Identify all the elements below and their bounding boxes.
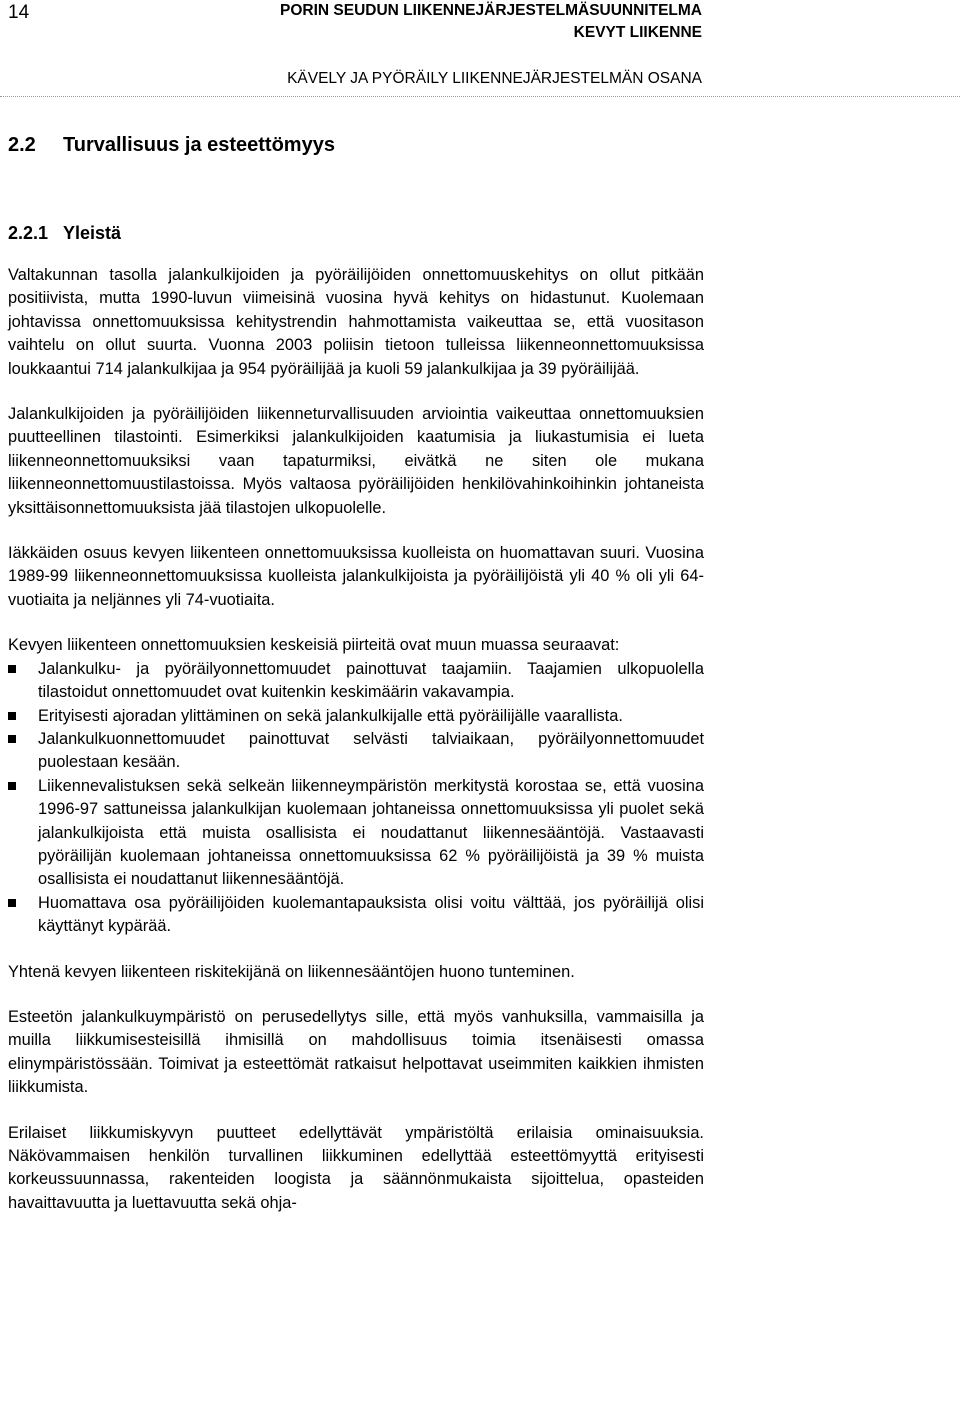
list-item-text: Jalankulku- ja pyöräilyonnettomuudet painottuvat taajamiin. Taajamien ulkopuolella tilastoidut onnettomuudet ovat kuitenkin keskimäärin vakavampia.	[38, 659, 704, 702]
section-number: 2.2	[8, 134, 36, 156]
paragraph: Erilaiset liikkumiskyvyn puutteet edellyttävät ympäristöltä erilaisia ominaisuuksia. Näkövammaisen henkilön turvallinen liikkuminen edellyttää esteettömyyttä erityisesti korkeussuunnassa, rakenteiden loogista ja säännönmukaista sijoittelua, opasteiden havaittavuutta ja luettavuutta sekä ohja-	[8, 1123, 704, 1212]
paragraph: Kevyen liikenteen onnettomuuksien keskeisiä piirteitä ovat muun muassa seuraavat:	[8, 636, 620, 655]
page-number: 14	[8, 2, 30, 23]
body-text	[8, 264, 704, 1237]
list-item-text: Huomattava osa pyöräilijöiden kuolemantapauksista olisi voitu välttää, jos pyöräilijä olisi käyttänyt kypärää.	[38, 893, 704, 936]
bullet-list	[8, 658, 704, 939]
list-item-text: Jalankulkuonnettomuudet painottuvat selvästi talviaikaan, pyöräilyonnettomuudet puolestaan kesään.	[38, 729, 704, 772]
bullet-square-icon	[8, 782, 16, 790]
paragraph: Iäkkäiden osuus kevyen liikenteen onnettomuuksissa kuolleista on huomattavan suuri. Vuosina 1989-99 liikenneonnettomuuksissa kuolleista jalankulkijoista ja pyöräilijöistä yli 40 % oli yli 64-vuotiaita ja neljännes yli 74-vuotiaita.	[8, 544, 704, 609]
document-subtitle: KEVYT LIIKENNE	[573, 24, 702, 41]
paragraph: Valtakunnan tasolla jalankulkijoiden ja pyöräilijöiden onnettomuuskehitys on ollut pitkään positiivista, mutta 1990-luvun viimeisinä vuosina hyvä kehitys on hidastunut. Kuolemaan johtavissa onnettomuuksissa kehitystrendin hahmottamista vaikeuttaa se, että vuositason vaihtelu on ollut suurta. Vuonna 2003 poliisin tietoon tulleissa liikenneonnettomuuksissa loukkaantui 714 jalankulkijaa ja 954 pyöräilijää ja kuoli 59 jalankulkijaa ja 39 pyöräilijää.	[8, 266, 704, 378]
list-item	[8, 728, 704, 775]
section-heading	[8, 134, 335, 157]
subsection-heading	[8, 223, 121, 244]
list-item	[8, 705, 704, 728]
paragraph: Esteetön jalankulkuympäristö on perusedellytys sille, että myös vanhuksilla, vammaisilla ja muilla liikkumisesteisillä ihmisillä on mahdollisuus toimia itsenäisesti omassa elinympäristössään. Toimivat ja esteettömät ratkaisut helpottavat useimmiten kaikkien ihmisten liikkumista.	[8, 1007, 704, 1097]
bullet-square-icon	[8, 899, 16, 907]
list-item	[8, 775, 704, 892]
document-part-title: KÄVELY JA PYÖRÄILY LIIKENNEJÄRJESTELMÄN OSANA	[287, 70, 702, 87]
bullet-square-icon	[8, 712, 16, 720]
list-item-text: Liikennevalistuksen sekä selkeän liikenneympäristön merkitystä korostaa se, että vuosina 1996-97 sattuneissa jalankulkijan kuolemaan johtaneissa onnettomuuksissa yli puolet sekä jalankulkijoista että muista osallisista ei noudattanut liikennesääntöjä. Vastaavasti pyöräilijän kuolemaan johtaneissa onnettomuuksissa 62 % pyöräilijöistä ja 39 % muista osallisista ei noudattanut liikennesääntöjä.	[38, 776, 704, 889]
section-title: Turvallisuus ja esteettömyys	[63, 134, 335, 156]
list-item	[8, 892, 704, 939]
header-divider	[0, 96, 960, 97]
paragraph: Jalankulkijoiden ja pyöräilijöiden liikenneturvallisuuden arviointia vaikeuttaa onnettomuuksien puutteellinen tilastointi. Esimerkiksi jalankulkijoiden kaatumisia ja liukastumisia ei lueta liikenneonnettomuuksiksi vaan tapaturmiksi, eivätkä ne siten ole mukana liikenneonnettomuustilastoissa. Myös valtaosa pyöräilijöiden henkilövahinkoihinkin johtaneista yksittäisonnettomuuksista jää tilastojen ulkopuolelle.	[8, 405, 704, 517]
paragraph: Yhtenä kevyen liikenteen riskitekijänä on liikennesääntöjen huono tunteminen.	[8, 962, 575, 981]
list-item-text: Erityisesti ajoradan ylittäminen on sekä jalankulkijalle että pyöräilijälle vaarallista.	[38, 706, 623, 725]
bullet-square-icon	[8, 735, 16, 743]
subsection-title: Yleistä	[63, 223, 122, 243]
bullet-square-icon	[8, 665, 16, 673]
list-item	[8, 658, 704, 705]
subsection-number: 2.2.1	[8, 223, 49, 243]
document-title: PORIN SEUDUN LIIKENNEJÄRJESTELMÄSUUNNITELMA	[280, 2, 702, 19]
